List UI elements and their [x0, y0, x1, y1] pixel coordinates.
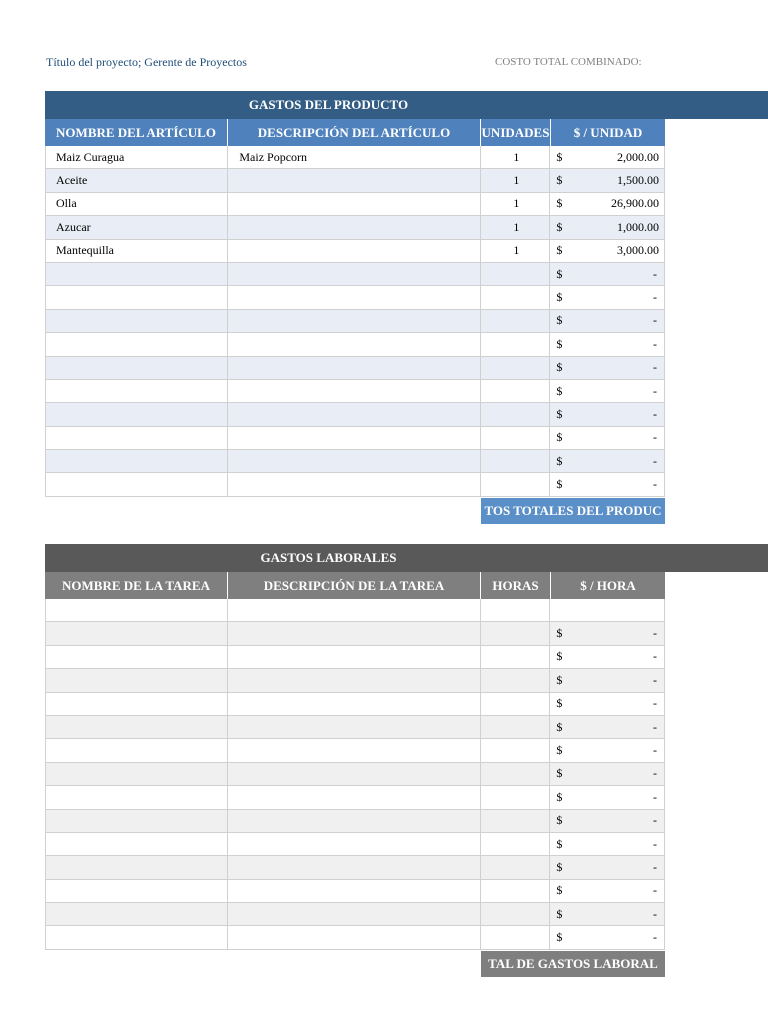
cell-description[interactable]	[228, 646, 480, 668]
table-row	[45, 310, 665, 333]
currency-symbol: $	[556, 173, 563, 188]
currency-symbol: $	[556, 766, 563, 781]
cell-description[interactable]	[228, 216, 480, 238]
cell-quantity[interactable]	[481, 739, 551, 761]
cell-quantity[interactable]	[481, 450, 551, 472]
currency-symbol: $	[556, 243, 563, 258]
labor-table	[45, 572, 665, 950]
table-row	[45, 169, 665, 192]
cell-name[interactable]: Maiz Curagua	[46, 146, 228, 168]
cell-quantity[interactable]	[481, 646, 551, 668]
table-row	[45, 856, 665, 879]
cell-price[interactable]	[550, 240, 664, 262]
cell-quantity[interactable]	[481, 716, 551, 738]
table-row	[45, 240, 665, 263]
cell-price[interactable]	[550, 599, 664, 621]
cell-name[interactable]	[46, 427, 228, 449]
cell-name[interactable]	[46, 880, 228, 902]
col-header-item-name: NOMBRE DEL ARTÍCULO	[45, 119, 228, 146]
cell-price[interactable]	[550, 357, 664, 379]
cell-quantity[interactable]	[481, 810, 551, 832]
price-value: -	[652, 266, 657, 281]
currency-symbol: $	[556, 883, 563, 898]
cell-description[interactable]	[228, 833, 480, 855]
cell-price[interactable]	[550, 716, 664, 738]
table-row	[45, 646, 665, 669]
combined-total-label: COSTO TOTAL COMBINADO:	[495, 56, 642, 68]
currency-symbol: $	[556, 406, 563, 421]
table-row	[45, 473, 665, 496]
cell-description[interactable]	[228, 427, 480, 449]
cell-price[interactable]	[550, 786, 664, 808]
cell-name[interactable]	[46, 403, 228, 425]
currency-symbol: $	[556, 696, 563, 711]
cell-name[interactable]: Olla	[46, 193, 228, 215]
cell-description[interactable]	[228, 903, 480, 925]
cell-quantity[interactable]	[481, 473, 551, 495]
price-value: -	[652, 313, 657, 328]
price-value: -	[652, 477, 657, 492]
price-value: -	[652, 789, 657, 804]
cell-price[interactable]	[550, 216, 664, 238]
cell-quantity[interactable]	[481, 763, 551, 785]
currency-symbol: $	[556, 383, 563, 398]
cell-price[interactable]	[550, 926, 664, 948]
currency-symbol: $	[556, 266, 563, 281]
cell-name[interactable]: Azucar	[46, 216, 228, 238]
cell-price[interactable]	[550, 333, 664, 355]
table-row	[45, 763, 665, 786]
price-value: 1,000.00	[616, 219, 659, 234]
cell-quantity[interactable]	[481, 380, 551, 402]
cell-quantity[interactable]: 1	[481, 240, 551, 262]
currency-symbol: $	[556, 789, 563, 804]
labor-table-body	[45, 599, 665, 950]
cell-quantity[interactable]	[481, 286, 551, 308]
currency-symbol: $	[556, 672, 563, 687]
table-row	[45, 263, 665, 286]
cell-price[interactable]	[550, 169, 664, 191]
col-header-unit-price: $ / UNIDAD	[573, 124, 643, 140]
currency-symbol: $	[556, 813, 563, 828]
cell-price[interactable]	[550, 833, 664, 855]
table-row	[45, 739, 665, 762]
cell-name[interactable]	[46, 903, 228, 925]
price-value: -	[652, 859, 657, 874]
cell-price[interactable]	[550, 193, 664, 215]
product-total-label: TOS TOTALES DEL PRODUC	[481, 498, 665, 524]
table-row	[45, 450, 665, 473]
cell-price[interactable]	[550, 763, 664, 785]
price-value: -	[652, 360, 657, 375]
table-row	[45, 786, 665, 809]
cell-description[interactable]	[228, 286, 480, 308]
cell-description[interactable]	[228, 786, 480, 808]
price-value: -	[652, 696, 657, 711]
currency-symbol: $	[556, 196, 563, 211]
cell-description[interactable]	[228, 333, 480, 355]
cell-description[interactable]	[228, 450, 480, 472]
cell-name[interactable]	[46, 263, 228, 285]
cell-description[interactable]	[228, 263, 480, 285]
cell-quantity[interactable]: 1	[481, 146, 551, 168]
price-value: -	[652, 453, 657, 468]
cell-quantity[interactable]	[481, 669, 551, 691]
cell-quantity[interactable]	[481, 926, 551, 948]
cell-name[interactable]	[46, 380, 228, 402]
currency-symbol: $	[556, 930, 563, 945]
table-row	[45, 926, 665, 949]
col-header-task-description: DESCRIPCIÓN DE LA TAREA	[228, 572, 481, 599]
product-table-body	[45, 146, 665, 497]
cell-name[interactable]	[46, 357, 228, 379]
cell-name[interactable]	[46, 622, 228, 644]
currency-symbol: $	[556, 360, 563, 375]
cell-name[interactable]	[46, 833, 228, 855]
cell-price[interactable]	[550, 622, 664, 644]
currency-symbol: $	[556, 149, 563, 164]
cell-price[interactable]	[550, 310, 664, 332]
cell-description[interactable]	[228, 403, 480, 425]
cell-description[interactable]	[228, 693, 480, 715]
currency-symbol: $	[556, 453, 563, 468]
col-header-task-name: NOMBRE DE LA TAREA	[45, 572, 228, 599]
price-value: -	[652, 743, 657, 758]
labor-total-label: TAL DE GASTOS LABORAL	[481, 951, 665, 977]
cell-name[interactable]	[46, 693, 228, 715]
cell-description[interactable]	[228, 669, 480, 691]
cell-quantity[interactable]: 1	[481, 169, 551, 191]
cell-description[interactable]	[228, 310, 480, 332]
table-row	[45, 810, 665, 833]
project-title: Título del proyecto; Gerente de Proyectos	[46, 55, 247, 69]
table-row	[45, 146, 665, 169]
currency-symbol: $	[556, 649, 563, 664]
table-row	[45, 833, 665, 856]
price-value: -	[652, 766, 657, 781]
currency-symbol: $	[556, 313, 563, 328]
cell-name[interactable]	[46, 856, 228, 878]
cell-price[interactable]	[550, 403, 664, 425]
cell-name[interactable]: Aceite	[46, 169, 228, 191]
cell-description[interactable]	[228, 357, 480, 379]
cell-description[interactable]	[228, 926, 480, 948]
cell-description[interactable]: Maiz Popcorn	[228, 146, 480, 168]
price-value: -	[652, 813, 657, 828]
table-row	[45, 622, 665, 645]
price-value: -	[652, 836, 657, 851]
currency-symbol: $	[556, 626, 563, 641]
currency-symbol: $	[556, 719, 563, 734]
cell-quantity[interactable]	[481, 880, 551, 902]
col-header-hourly-rate: $ / HORA	[580, 577, 636, 593]
cell-name[interactable]	[46, 763, 228, 785]
cell-quantity[interactable]: 1	[481, 193, 551, 215]
currency-symbol: $	[556, 219, 563, 234]
cell-price[interactable]	[550, 739, 664, 761]
cell-name[interactable]	[46, 786, 228, 808]
table-row	[45, 380, 665, 403]
table-row	[45, 357, 665, 380]
cell-quantity[interactable]	[481, 856, 551, 878]
table-row	[45, 216, 665, 239]
cell-quantity[interactable]	[481, 333, 551, 355]
cell-price[interactable]	[550, 693, 664, 715]
cell-name[interactable]	[46, 646, 228, 668]
cell-price[interactable]	[550, 856, 664, 878]
cell-description[interactable]	[228, 763, 480, 785]
cell-quantity[interactable]	[481, 833, 551, 855]
cell-quantity[interactable]	[481, 903, 551, 925]
cell-name[interactable]	[46, 926, 228, 948]
cell-quantity[interactable]	[481, 403, 551, 425]
price-value: -	[652, 336, 657, 351]
cell-price[interactable]	[550, 903, 664, 925]
cell-description[interactable]	[228, 599, 480, 621]
cell-description[interactable]	[228, 193, 480, 215]
currency-symbol: $	[556, 859, 563, 874]
price-value: 26,900.00	[610, 196, 659, 211]
cell-quantity[interactable]	[481, 263, 551, 285]
price-value: -	[652, 290, 657, 305]
cell-description[interactable]	[228, 880, 480, 902]
cell-price[interactable]	[550, 450, 664, 472]
cell-description[interactable]	[228, 856, 480, 878]
cell-name[interactable]	[46, 286, 228, 308]
price-value: -	[652, 906, 657, 921]
cell-quantity[interactable]	[481, 786, 551, 808]
cell-description[interactable]	[228, 716, 480, 738]
cell-quantity[interactable]	[481, 310, 551, 332]
col-header-hours: HORAS	[481, 572, 551, 599]
cell-price[interactable]	[550, 380, 664, 402]
price-value: -	[652, 883, 657, 898]
cell-price[interactable]	[550, 427, 664, 449]
cell-description[interactable]	[228, 622, 480, 644]
product-table	[45, 119, 665, 497]
price-value: -	[652, 430, 657, 445]
cell-name[interactable]	[46, 310, 228, 332]
table-row	[45, 193, 665, 216]
table-row	[45, 880, 665, 903]
currency-symbol: $	[556, 430, 563, 445]
cell-name[interactable]	[46, 669, 228, 691]
cell-description[interactable]	[228, 473, 480, 495]
product-section-title	[45, 91, 768, 119]
cell-description[interactable]	[228, 810, 480, 832]
table-row	[45, 427, 665, 450]
currency-symbol: $	[556, 336, 563, 351]
table-row	[45, 903, 665, 926]
cell-quantity[interactable]	[481, 357, 551, 379]
labor-section-title	[45, 544, 768, 572]
cell-name[interactable]: Mantequilla	[46, 240, 228, 262]
cell-name[interactable]	[46, 473, 228, 495]
currency-symbol: $	[556, 290, 563, 305]
cell-price[interactable]	[550, 473, 664, 495]
product-section-title-text: GASTOS DEL PRODUCTO	[248, 97, 409, 112]
cell-description[interactable]	[228, 739, 480, 761]
table-row	[45, 669, 665, 692]
cell-price[interactable]	[550, 880, 664, 902]
price-value: -	[652, 406, 657, 421]
cell-name[interactable]	[46, 599, 228, 621]
price-value: 2,000.00	[616, 149, 659, 164]
cell-price[interactable]	[550, 146, 664, 168]
price-value: -	[652, 930, 657, 945]
table-row	[45, 599, 665, 622]
currency-symbol: $	[556, 743, 563, 758]
cell-name[interactable]	[46, 716, 228, 738]
col-header-item-description: DESCRIPCIÓN DEL ARTÍCULO	[228, 119, 481, 146]
currency-symbol: $	[556, 836, 563, 851]
currency-symbol: $	[556, 906, 563, 921]
labor-table-header	[45, 572, 665, 599]
cell-quantity[interactable]	[481, 622, 551, 644]
product-table-header	[45, 119, 665, 146]
price-value: -	[652, 672, 657, 687]
cell-name[interactable]	[46, 333, 228, 355]
cell-description[interactable]	[228, 380, 480, 402]
price-value: -	[652, 383, 657, 398]
table-row	[45, 286, 665, 309]
col-header-units: UNIDADES	[481, 119, 551, 146]
labor-section-title-text: GASTOS LABORALES	[260, 550, 397, 565]
cell-quantity[interactable]	[481, 599, 551, 621]
cell-price[interactable]	[550, 286, 664, 308]
cell-name[interactable]	[46, 739, 228, 761]
cell-price[interactable]	[550, 646, 664, 668]
cell-price[interactable]	[550, 263, 664, 285]
price-value: -	[652, 719, 657, 734]
cell-quantity[interactable]	[481, 693, 551, 715]
cell-price[interactable]	[550, 669, 664, 691]
cell-quantity[interactable]	[481, 427, 551, 449]
price-value: -	[652, 626, 657, 641]
table-row	[45, 333, 665, 356]
cell-name[interactable]	[46, 810, 228, 832]
table-row	[45, 693, 665, 716]
table-row	[45, 403, 665, 426]
table-row	[45, 716, 665, 739]
currency-symbol: $	[556, 477, 563, 492]
cell-description[interactable]	[228, 169, 480, 191]
cell-quantity[interactable]: 1	[481, 216, 551, 238]
price-value: -	[652, 649, 657, 664]
cell-name[interactable]	[46, 450, 228, 472]
cell-description[interactable]	[228, 240, 480, 262]
price-value: 1,500.00	[616, 173, 659, 188]
price-value: 3,000.00	[616, 243, 659, 258]
cell-price[interactable]	[550, 810, 664, 832]
